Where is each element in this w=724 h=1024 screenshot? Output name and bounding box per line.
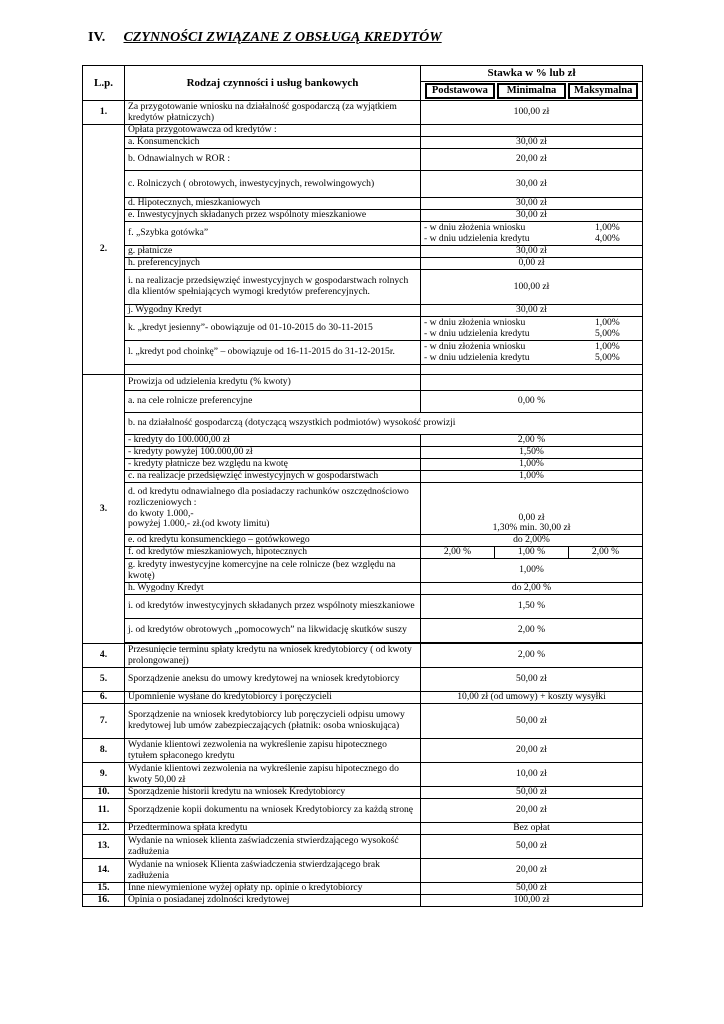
table-row [83,391,643,413]
row-text: j. Wygodny Kredyt [125,305,421,317]
row-value: 1,00% [421,459,643,471]
rate-label: - w dniu udzielenia kredytu [424,351,530,363]
row-value: 100,00 zł [421,895,643,907]
row-text: a. Konsumenckich [125,137,421,149]
row-value: 2,00 % [421,644,643,668]
row-value: Bez opłat [421,823,643,835]
row-value: 2,00 % [421,435,643,447]
table-row [83,305,643,317]
row-text-line: powyżej 1.000,- zł.(od kwoty limitu) [128,518,270,530]
row-text [125,483,421,535]
row-value: 50,00 zł [421,668,643,692]
row-text: - kredyty do 100.000,00 zł [125,435,421,447]
rate-label: - w dniu złożenia wniosku [424,221,526,233]
row-value: 20,00 zł [421,739,643,763]
row-value [421,365,643,375]
table-row [83,210,643,222]
rate-value: 5,00% [595,351,620,363]
row-number: 1. [83,101,125,125]
row-text: a. na cele rolnicze preferencyjne [125,391,421,413]
table-row [83,535,643,547]
table-row [83,704,643,739]
row-text: Upomnienie wysłane do kredytobiorcy i poręczycieli [125,692,421,704]
row-value-line: 0,00 zł [518,511,545,523]
row-number: 3. [83,375,125,644]
row-value: 50,00 zł [421,835,643,859]
row-number: 16. [83,895,125,907]
row-value: 30,00 zł [421,210,643,222]
table-row [83,222,643,246]
row-text: Wydanie na wniosek Klienta zaświadczenia stwierdzającego brak zadłużenia [125,859,421,883]
row-value: 1,50% [421,447,643,459]
table-row [83,823,643,835]
rate-value: 5,00% [595,327,620,339]
row-value: 30,00 zł [421,198,643,210]
row-value: 100,00 zł [421,101,643,125]
header-activity: Rodzaj czynności i usług bankowych [125,66,421,101]
row-text: d. Hipotecznych, mieszkaniowych [125,198,421,210]
row-value: 1,00% [421,559,643,583]
row-value-line: 1,30% min. 30,00 zł [492,522,571,534]
header-min: Minimalna [497,83,567,99]
row-text: - kredyty powyżej 100.000,00 zł [125,447,421,459]
table-row [83,559,643,583]
row-value: 20,00 zł [421,149,643,171]
row-number: 10. [83,787,125,799]
row-value: 30,00 zł [421,171,643,198]
row-number: 7. [83,704,125,739]
row-text: g. kredyty inwestycyjne komercyjne na cele rolnicze (bez względu na kwotę) [125,559,421,583]
row-number: 2. [83,125,125,375]
row-value [421,125,643,137]
table-row [83,859,643,883]
row-text: Wydanie klientowi zezwolenia na wykreślenie zapisu hipotecznego do kwoty 50,00 zł [125,763,421,787]
table-row [83,739,643,763]
rate-label: - w dniu złożenia wniosku [424,340,526,352]
table-row [83,101,643,125]
section-header [88,30,442,46]
fees-table [82,65,643,907]
table-row [83,459,643,471]
header-basic: Podstawowa [425,83,495,99]
row-text: Opinia o posiadanej zdolności kredytowej [125,895,421,907]
table-row [83,198,643,210]
table-row [83,413,643,435]
row-value: 30,00 zł [421,246,643,258]
table-row [83,137,643,149]
row-value: 20,00 zł [421,859,643,883]
header-row [83,66,643,82]
row-number: 12. [83,823,125,835]
row-number: 13. [83,835,125,859]
row-value: 50,00 zł [421,704,643,739]
rate-value: 1,00% [595,221,620,233]
row-text: Sporządzenie aneksu do umowy kredytowej na wniosek kredytobiorcy [125,668,421,692]
row-text: Inne niewymienione wyżej opłaty np. opinie o kredytobiorcy [125,883,421,895]
row-text: Przedterminowa spłata kredytu [125,823,421,835]
rate-value: 1,00% [595,340,620,352]
table-row [83,258,643,270]
row-value: 20,00 zł [421,799,643,823]
rate-label: - w dniu złożenia wniosku [424,316,526,328]
rate-min: 1,00 % [494,547,568,558]
row-value: 50,00 zł [421,787,643,799]
row-value: 1,00% [421,471,643,483]
row-value: 30,00 zł [421,305,643,317]
row-text: Sporządzenie na wniosek kredytobiorcy lub poręczycieli odpisu umowy kredytowej lub umów zabezpieczających (płatnik: osoba wnioskująca) [125,704,421,739]
row-text: Wydanie na wniosek klienta zaświadczenia stwierdzającego wysokość zadłużenia [125,835,421,859]
table-row [83,365,643,375]
row-text: k. „kredyt jesienny”- obowiązuje od 01-10-2015 do 30-11-2015 [125,317,421,341]
table-row [83,895,643,907]
table-row [83,763,643,787]
row-text: h. preferencyjnych [125,258,421,270]
header-max: Maksymalna [568,83,638,99]
table-row [83,619,643,643]
rate-basic: 2,00 % [443,546,472,558]
row-text: Przesunięcie terminu spłaty kredytu na wniosek kredytobiorcy ( od kwoty prolongowanej) [125,644,421,668]
row-text-line: d. od kredytu odnawialnego dla posiadaczy rachunków oszczędnościowo rozliczeniowych : [128,486,409,508]
row-value: 0,00 % [421,391,643,413]
section-number: IV. [88,30,106,45]
table-row [83,341,643,365]
header-rate: Stawka w % lub zł [421,66,643,82]
table-row [83,435,643,447]
row-text: b. Odnawialnych w ROR : [125,149,421,171]
row-text: l. „kredyt pod choinkę” – obowiązuje od 16-11-2015 do 31-12-2015r. [125,341,421,365]
table-row [83,547,643,559]
table-row [83,668,643,692]
row-value: 2,00 % [421,619,643,643]
table-row [83,583,643,595]
row-text: h. Wygodny Kredyt [125,583,421,595]
row-value [421,547,643,559]
table-row [83,447,643,459]
row-value [421,375,643,391]
row-text: b. na działalność gospodarczą (dotyczącą wszystkich podmiotów) wysokość prowizji [125,413,643,435]
rate-label: - w dniu udzielenia kredytu [424,327,530,339]
row-text-line: do kwoty 1.000,- [128,507,194,519]
table-row [83,799,643,823]
row-value [421,317,643,341]
row-number: 14. [83,859,125,883]
row-text: i. od kredytów inwestycyjnych składanych przez wspólnoty mieszkaniowe [125,595,421,619]
table-row [83,171,643,198]
table-row [83,644,643,668]
row-number: 9. [83,763,125,787]
rate-value: 1,00% [595,316,620,328]
row-value [421,483,643,535]
row-number: 4. [83,644,125,668]
row-number: 15. [83,883,125,895]
row-number: 8. [83,739,125,763]
row-value: do 2,00% [421,535,643,547]
header-rate-columns [421,82,643,101]
row-value: 100,00 zł [421,270,643,305]
rate-label: - w dniu udzielenia kredytu [424,232,530,244]
row-text: e. Inwestycyjnych składanych przez wspólnoty mieszkaniowe [125,210,421,222]
table-row [83,692,643,704]
row-text: Prowizja od udzielenia kredytu (% kwoty) [125,375,421,391]
row-value: 10,00 zł (od umowy) + koszty wysyłki [421,692,643,704]
row-value [421,222,643,246]
table-row [83,787,643,799]
table-row [83,375,643,391]
row-number: 5. [83,668,125,692]
table-row [83,471,643,483]
row-value: 0,00 zł [421,258,643,270]
row-text: c. Rolniczych ( obrotowych, inwestycyjnych, rewolwingowych) [125,171,421,198]
row-text: - kredyty płatnicze bez względu na kwotę [125,459,421,471]
row-text: e. od kredytu konsumenckiego – gotówkowego [125,535,421,547]
row-value: 10,00 zł [421,763,643,787]
row-text: Za przygotowanie wniosku na działalność gospodarczą (za wyjątkiem kredytów płatniczych) [125,101,421,125]
rate-value: 4,00% [595,232,620,244]
row-text: i. na realizacje przedsięwzięć inwestycyjnych w gospodarstwach rolnych dla klientów spełniających wymogi kredytów preferencyjnych. [125,270,421,305]
row-text: Sporządzenie historii kredytu na wniosek Kredytobiorcy [125,787,421,799]
row-text: Opłata przygotowawcza od kredytów : [125,125,421,137]
table-row [83,883,643,895]
table-row [83,246,643,258]
row-number: 11. [83,799,125,823]
row-text: Wydanie klientowi zezwolenia na wykreślenie zapisu hipotecznego tytułem spłaconego kredytu [125,739,421,763]
section-title: CZYNNOŚCI ZWIĄZANE Z OBSŁUGĄ KREDYTÓW [123,30,442,45]
row-number: 6. [83,692,125,704]
row-text: f. od kredytów mieszkaniowych, hipotecznych [125,547,421,559]
row-value: 30,00 zł [421,137,643,149]
table-row [83,125,643,137]
table-row [83,835,643,859]
row-value: 1,50 % [421,595,643,619]
header-lp: L.p. [83,66,125,101]
row-text: Sporządzenie kopii dokumentu na wniosek Kredytobiorcy za każdą stronę [125,799,421,823]
table-row [83,595,643,619]
table-row [83,483,643,535]
row-value [421,341,643,365]
row-value: 50,00 zł [421,883,643,895]
row-text: c. na realizacje przedsięwzięć inwestycyjnych w gospodarstwach [125,471,421,483]
table-row [83,149,643,171]
rate-max: 2,00 % [568,547,642,558]
row-text [125,365,421,375]
row-text: g. płatnicze [125,246,421,258]
row-text: f. „Szybka gotówka” [125,222,421,246]
row-value: do 2,00 % [421,583,643,595]
table-row [83,317,643,341]
row-text: j. od kredytów obrotowych „pomocowych” na likwidację skutków suszy [125,619,421,643]
table-row [83,270,643,305]
